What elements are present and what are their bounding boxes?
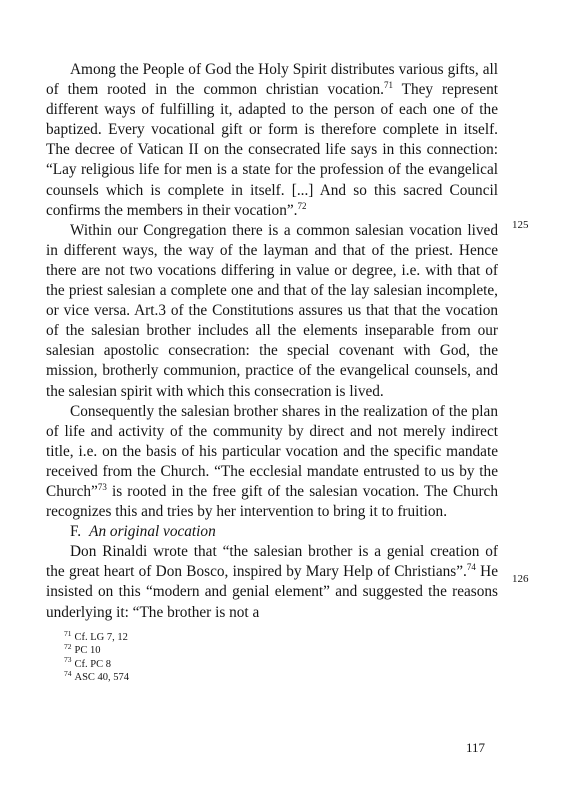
footnotes: [64, 628, 130, 685]
paragraph-don-rinaldi: Don Rinaldi wrote that “the salesian brother is a genial creation of the great heart of Don Bosco, inspired by Mary Help of Christians”.$^{74}$ He insisted on this “modern and genial element” and suggested the reasons underlying it: “The brother is not a: [46, 543, 498, 621]
section-title: An original vocation: [89, 523, 216, 541]
footnote-item: $^{71}$ Cf. LG 7, 12: [64, 628, 128, 643]
footnote-ref-74: 74: [466, 562, 476, 573]
footnote-item: $^{73}$ Cf. PC 8: [64, 655, 111, 670]
paragraph-consequently: Consequently the salesian brother shares in the realization of the plan of life and activity of the community by direct and not merely indirect title, i.e. on the basis of his particular vocation and the specific mandate received from the Church. “The ecclesial mandate entrusted to us by the Church”$^{73}$ is rooted in the free gift of the salesian vocation. The Church recognizes this and tries by her intervention to bring it to fruition.: [46, 402, 498, 521]
section-heading: [46, 522, 498, 542]
footnote-ref-73: 73: [97, 481, 107, 492]
margin-number-125: 125: [512, 219, 529, 231]
paragraph-holy-spirit-gifts: Among the People of God the Holy Spirit distributes various gifts, all of them rooted in the common christian vocation.$^{71}$ They represent different ways of fulfilling it, adapted to the person of each one of the baptized. Every vocational gift or form is therefore complete in itself. The decree of Vatican II on the consecrated life says in this connection: “Lay religious life for men is a state for the profession of the evangelical counsels which is complete in itself. [...] And so this sacred Council confirms the members in their vocation”.$^{72}$: [46, 61, 499, 219]
footnote-ref-72: 72: [297, 200, 307, 211]
paragraph-common-vocation: Within our Congregation there is a common salesian vocation lived in different ways, the way of the layman and that of the priest. Hence there are not two vocations differing in value or degree, i.e. with that of the priest salesian a complete one and that of the lay salesian incomplete, or vice versa. Art.3 of the Constitutions assures us that that the vocation of the salesian brother includes all the elements inseparable from our salesian apostolic consecration: the special covenant with God, the mission, brotherly communion, practice of the evangelical counsels, and the salesian spirit with which this consecration is lived.: [46, 221, 498, 400]
footnote-ref-71: 71: [384, 80, 393, 90]
body-text: [46, 60, 498, 623]
footnote-item: $^{72}$ PC 10: [64, 641, 101, 657]
section-label: F.: [70, 523, 82, 541]
margin-number-126: 126: [512, 573, 529, 585]
page-number: 117: [466, 740, 486, 755]
footnote-item: $^{74}$ ASC 40, 574: [64, 668, 130, 684]
